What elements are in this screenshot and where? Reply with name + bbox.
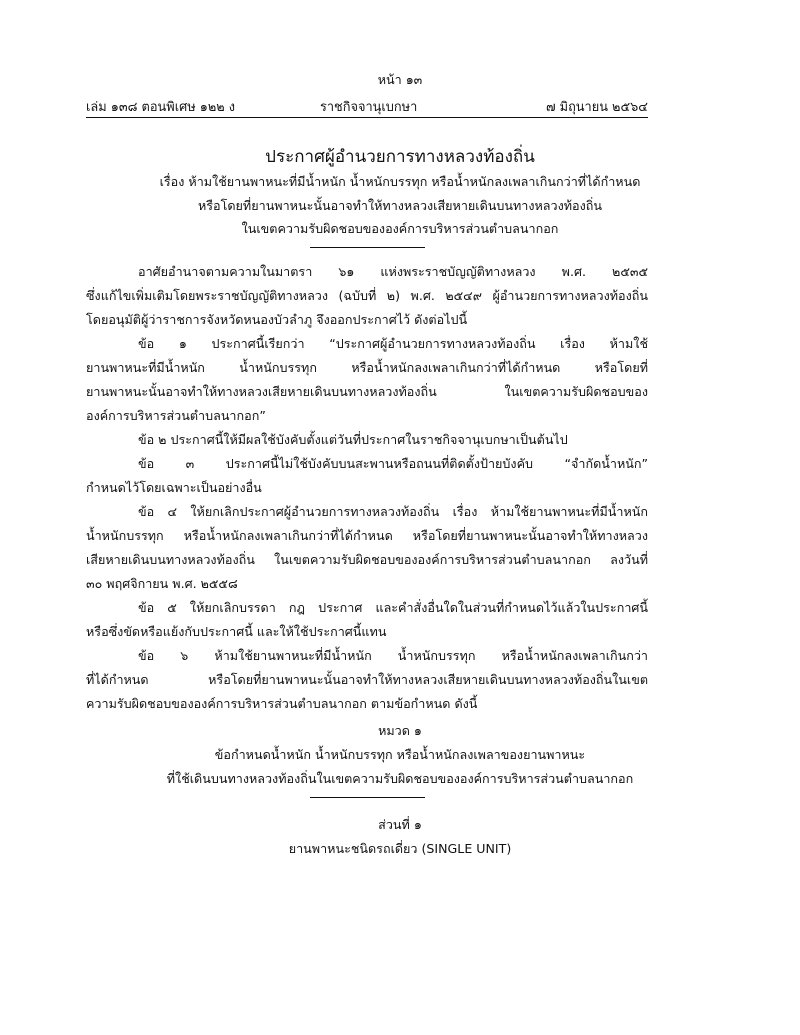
announcement-title: ประกาศผู้อำนวยการทางหลวงท้องถิ่น (265, 147, 535, 167)
body-line: ๓๐ พฤศจิกายน พ.ศ. ๒๕๕๘ (86, 576, 238, 591)
section-heading: ส่วนที่ ๑ (378, 817, 422, 832)
chapter-divider (310, 797, 425, 798)
body-line: ข้อ ๕ ให้ยกเลิกบรรดา กฎ ประกาศ และคำสั่งอื่นใดในส่วนที่กำหนดไว้แล้วในประกาศนี้ (138, 600, 648, 615)
body-line: ข้อ ๑ ประกาศนี้เรียกว่า “ประกาศผู้อำนวยการทางหลวงท้องถิ่น เรื่อง ห้ามใช้ (138, 336, 648, 351)
subject-line-3: ในเขตความรับผิดชอบขององค์การบริหารส่วนตำบลนากอก (241, 221, 559, 236)
body-line: โดยอนุมัติผู้ว่าราชการจังหวัดหนองบัวลำภู จึงออกประกาศไว้ ดังต่อไปนี้ (86, 312, 468, 327)
header-divider (86, 117, 648, 118)
body-line: หรือซึ่งขัดหรือแย้งกับประกาศนี้ และให้ใช้ประกาศนี้แทน (86, 624, 387, 639)
chapter-title-line-1: ข้อกำหนดน้ำหนัก น้ำหนักบรรทุก หรือน้ำหนักลงเพลาของยานพาหนะ (214, 747, 586, 762)
gazette-volume: เล่ม ๑๓๘ ตอนพิเศษ ๑๒๒ ง (86, 100, 236, 115)
body-line: ข้อ ๒ ประกาศนี้ให้มีผลใช้บังคับตั้งแต่วันที่ประกาศในราชกิจจานุเบกษาเป็นต้นไป (138, 432, 568, 447)
body-line: ข้อ ๔ ให้ยกเลิกประกาศผู้อำนวยการทางหลวงท้องถิ่น เรื่อง ห้ามใช้ยานพาหนะที่มีน้ำหนัก (138, 504, 648, 519)
subject-line-1: เรื่อง ห้ามใช้ยานพาหนะที่มีน้ำหนัก น้ำหนักบรรทุก หรือน้ำหนักลงเพลาเกินกว่าที่ได้กำหนด (159, 174, 641, 189)
body-line: ข้อ ๓ ประกาศนี้ไม่ใช้บังคับบนสะพานหรือถนนที่ติดตั้งป้ายบังคับ “จำกัดน้ำหนัก” (138, 456, 648, 471)
body-line: ความรับผิดชอบขององค์การบริหารส่วนตำบลนากอก ตามข้อกำหนด ดังนี้ (86, 696, 478, 711)
body-line: เสียหายเดินบนทางหลวงท้องถิ่น ในเขตความรับผิดชอบขององค์การบริหารส่วนตำบลนากอก ลงวันที่ (86, 552, 648, 567)
body-line: องค์การบริหารส่วนตำบลนากอก” (86, 408, 266, 423)
gazette-name: ราชกิจจานุเบกษา (320, 100, 418, 115)
chapter-heading: หมวด ๑ (378, 723, 422, 738)
body-line: กำหนดไว้โดยเฉพาะเป็นอย่างอื่น (86, 480, 262, 495)
body-line: น้ำหนักบรรทุก หรือน้ำหนักลงเพลาเกินกว่าที่ได้กำหนด หรือโดยที่ยานพาหนะนั้นอาจทำให้ทางหลวง (86, 528, 648, 543)
body-line: ข้อ ๖ ห้ามใช้ยานพาหนะที่มีน้ำหนัก น้ำหนักบรรทุก หรือน้ำหนักลงเพลาเกินกว่า (138, 648, 648, 663)
body-line: ที่ได้กำหนด หรือโดยที่ยานพาหนะนั้นอาจทำให้ทางหลวงเสียหายเดินบนทางหลวงท้องถิ่นในเขต (86, 672, 648, 687)
title-divider (310, 247, 425, 248)
body-line: อาศัยอำนาจตามความในมาตรา ๖๑ แห่งพระราชบัญญัติทางหลวง พ.ศ. ๒๕๓๕ (138, 264, 648, 279)
body-line: ซึ่งแก้ไขเพิ่มเติมโดยพระราชบัญญัติทางหลวง (ฉบับที่ ๒) พ.ศ. ๒๕๔๙ ผู้อำนวยการทางหลวงท้องถิ่น (86, 288, 648, 303)
gazette-date: ๗ มิถุนายน ๒๕๖๔ (545, 100, 648, 115)
section-title: ยานพาหนะชนิดรถเดี่ยว (SINGLE UNIT) (288, 841, 512, 856)
subject-line-2: หรือโดยที่ยานพาหนะนั้นอาจทำให้ทางหลวงเสียหายเดินบนทางหลวงท้องถิ่น (197, 198, 602, 213)
chapter-title-line-2: ที่ใช้เดินบนทางหลวงท้องถิ่นในเขตความรับผิดชอบขององค์การบริหารส่วนตำบลนากอก (166, 771, 634, 786)
page-number: หน้า ๑๓ (377, 72, 423, 87)
body-line: ยานพาหนะที่มีน้ำหนัก น้ำหนักบรรทุก หรือน้ำหนักลงเพลาเกินกว่าที่ได้กำหนด หรือโดยที่ (86, 360, 648, 375)
body-line: ยานพาหนะนั้นอาจทำให้ทางหลวงเสียหายเดินบนทางหลวงท้องถิ่น ในเขตความรับผิดชอบของ (86, 384, 648, 399)
